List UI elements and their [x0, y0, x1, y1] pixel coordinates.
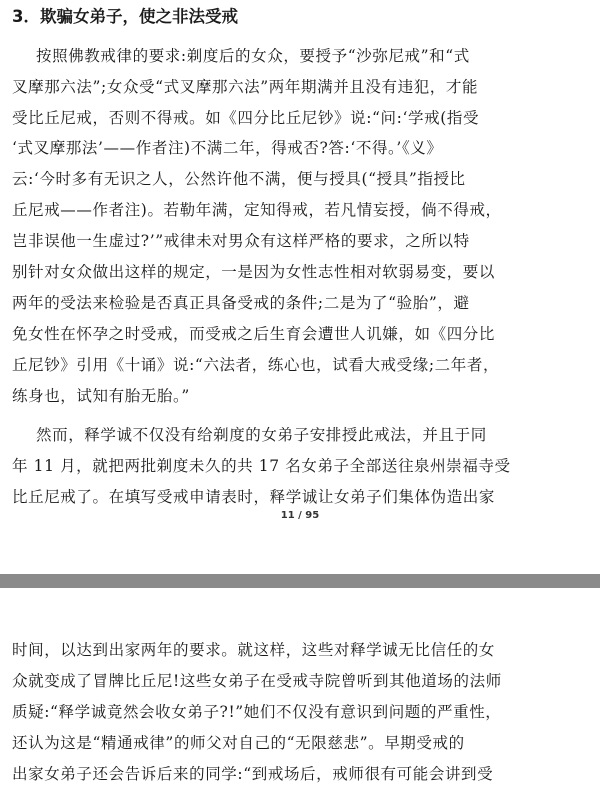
paragraph-line: 时间，以达到出家两年的要求。就这样，这些对释学诚无比信任的女 [12, 641, 496, 659]
paragraph-line: 年 11 月，就把两批剃度未久的共 17 名女弟子全部送往泉州崇福寺受 [12, 457, 511, 475]
paragraph-line: 质疑:“释学诚竟然会收女弟子?!”她们不仅没有意识到问题的严重性， [12, 703, 502, 721]
page-number: 11 / 95 [280, 510, 320, 521]
paragraph-line: 免女性在怀孕之时受戒，而受戒之后生育会遭世人讥嫌，如《四分比 [12, 325, 496, 343]
paragraph-line: 云:‘今时多有无识之人，公然许他不满，便与授具(“授具”指授比 [12, 170, 466, 188]
paragraph-line: 别针对女众做出这样的规定，一是因为女性志性相对软弱易变，要以 [12, 263, 496, 281]
document-page-bottom [0, 588, 600, 800]
paragraph-line: 岂非误他一生虚过?’”戒律未对男众有这样严格的要求，之所以特 [12, 232, 470, 250]
paragraph-line: 按照佛教戒律的要求:剃度后的女众，要授予“沙弥尼戒”和“式 [36, 47, 470, 65]
paragraph-line: 然而，释学诚不仅没有给剃度的女弟子安排授此戒法，并且于同 [36, 426, 487, 444]
paragraph-line: 众就变成了冒牌比丘尼!这些女弟子在受戒寺院曾听到其他道场的法师 [12, 672, 502, 690]
paragraph-line: 丘尼戒——作者注)。若勒年满，定知得戒，若凡情妄授，倘不得戒， [12, 201, 502, 219]
paragraph-line: 比丘尼戒了。在填写受戒申请表时，释学诚让女弟子们集体伪造出家 [12, 488, 496, 506]
page-divider [0, 574, 600, 588]
paragraph-line: 练身也，试知有胎无胎。” [12, 387, 190, 405]
paragraph-line: 还认为这是“精通戒律”的师父对自己的“无限慈悲”。早期受戒的 [12, 734, 465, 752]
paragraph-line: 叉摩那六法”;女众受“式叉摩那六法”两年期满并且没有违犯，才能 [12, 78, 479, 96]
paragraph-line: 丘尼钞》引用《十诵》说:“六法者，练心也，试看大戒受缘;二年者， [12, 356, 500, 374]
paragraph-line: 两年的受法来检验是否真正具备受戒的条件;二是为了“验胎”，避 [12, 294, 470, 312]
paragraph-line: 出家女弟子还会告诉后来的同学:“到戒场后，戒师很有可能会讲到受 [12, 765, 494, 783]
section-heading: 3．欺骗女弟子，使之非法受戒 [12, 7, 238, 26]
paragraph-line: 受比丘尼戒，否则不得戒。如《四分比丘尼钞》说:“问:‘学戒(指受 [12, 109, 480, 127]
paragraph-line: ‘式叉摩那法’——作者注)不满二年，得戒否?答:‘不得。’《义》 [12, 139, 443, 157]
